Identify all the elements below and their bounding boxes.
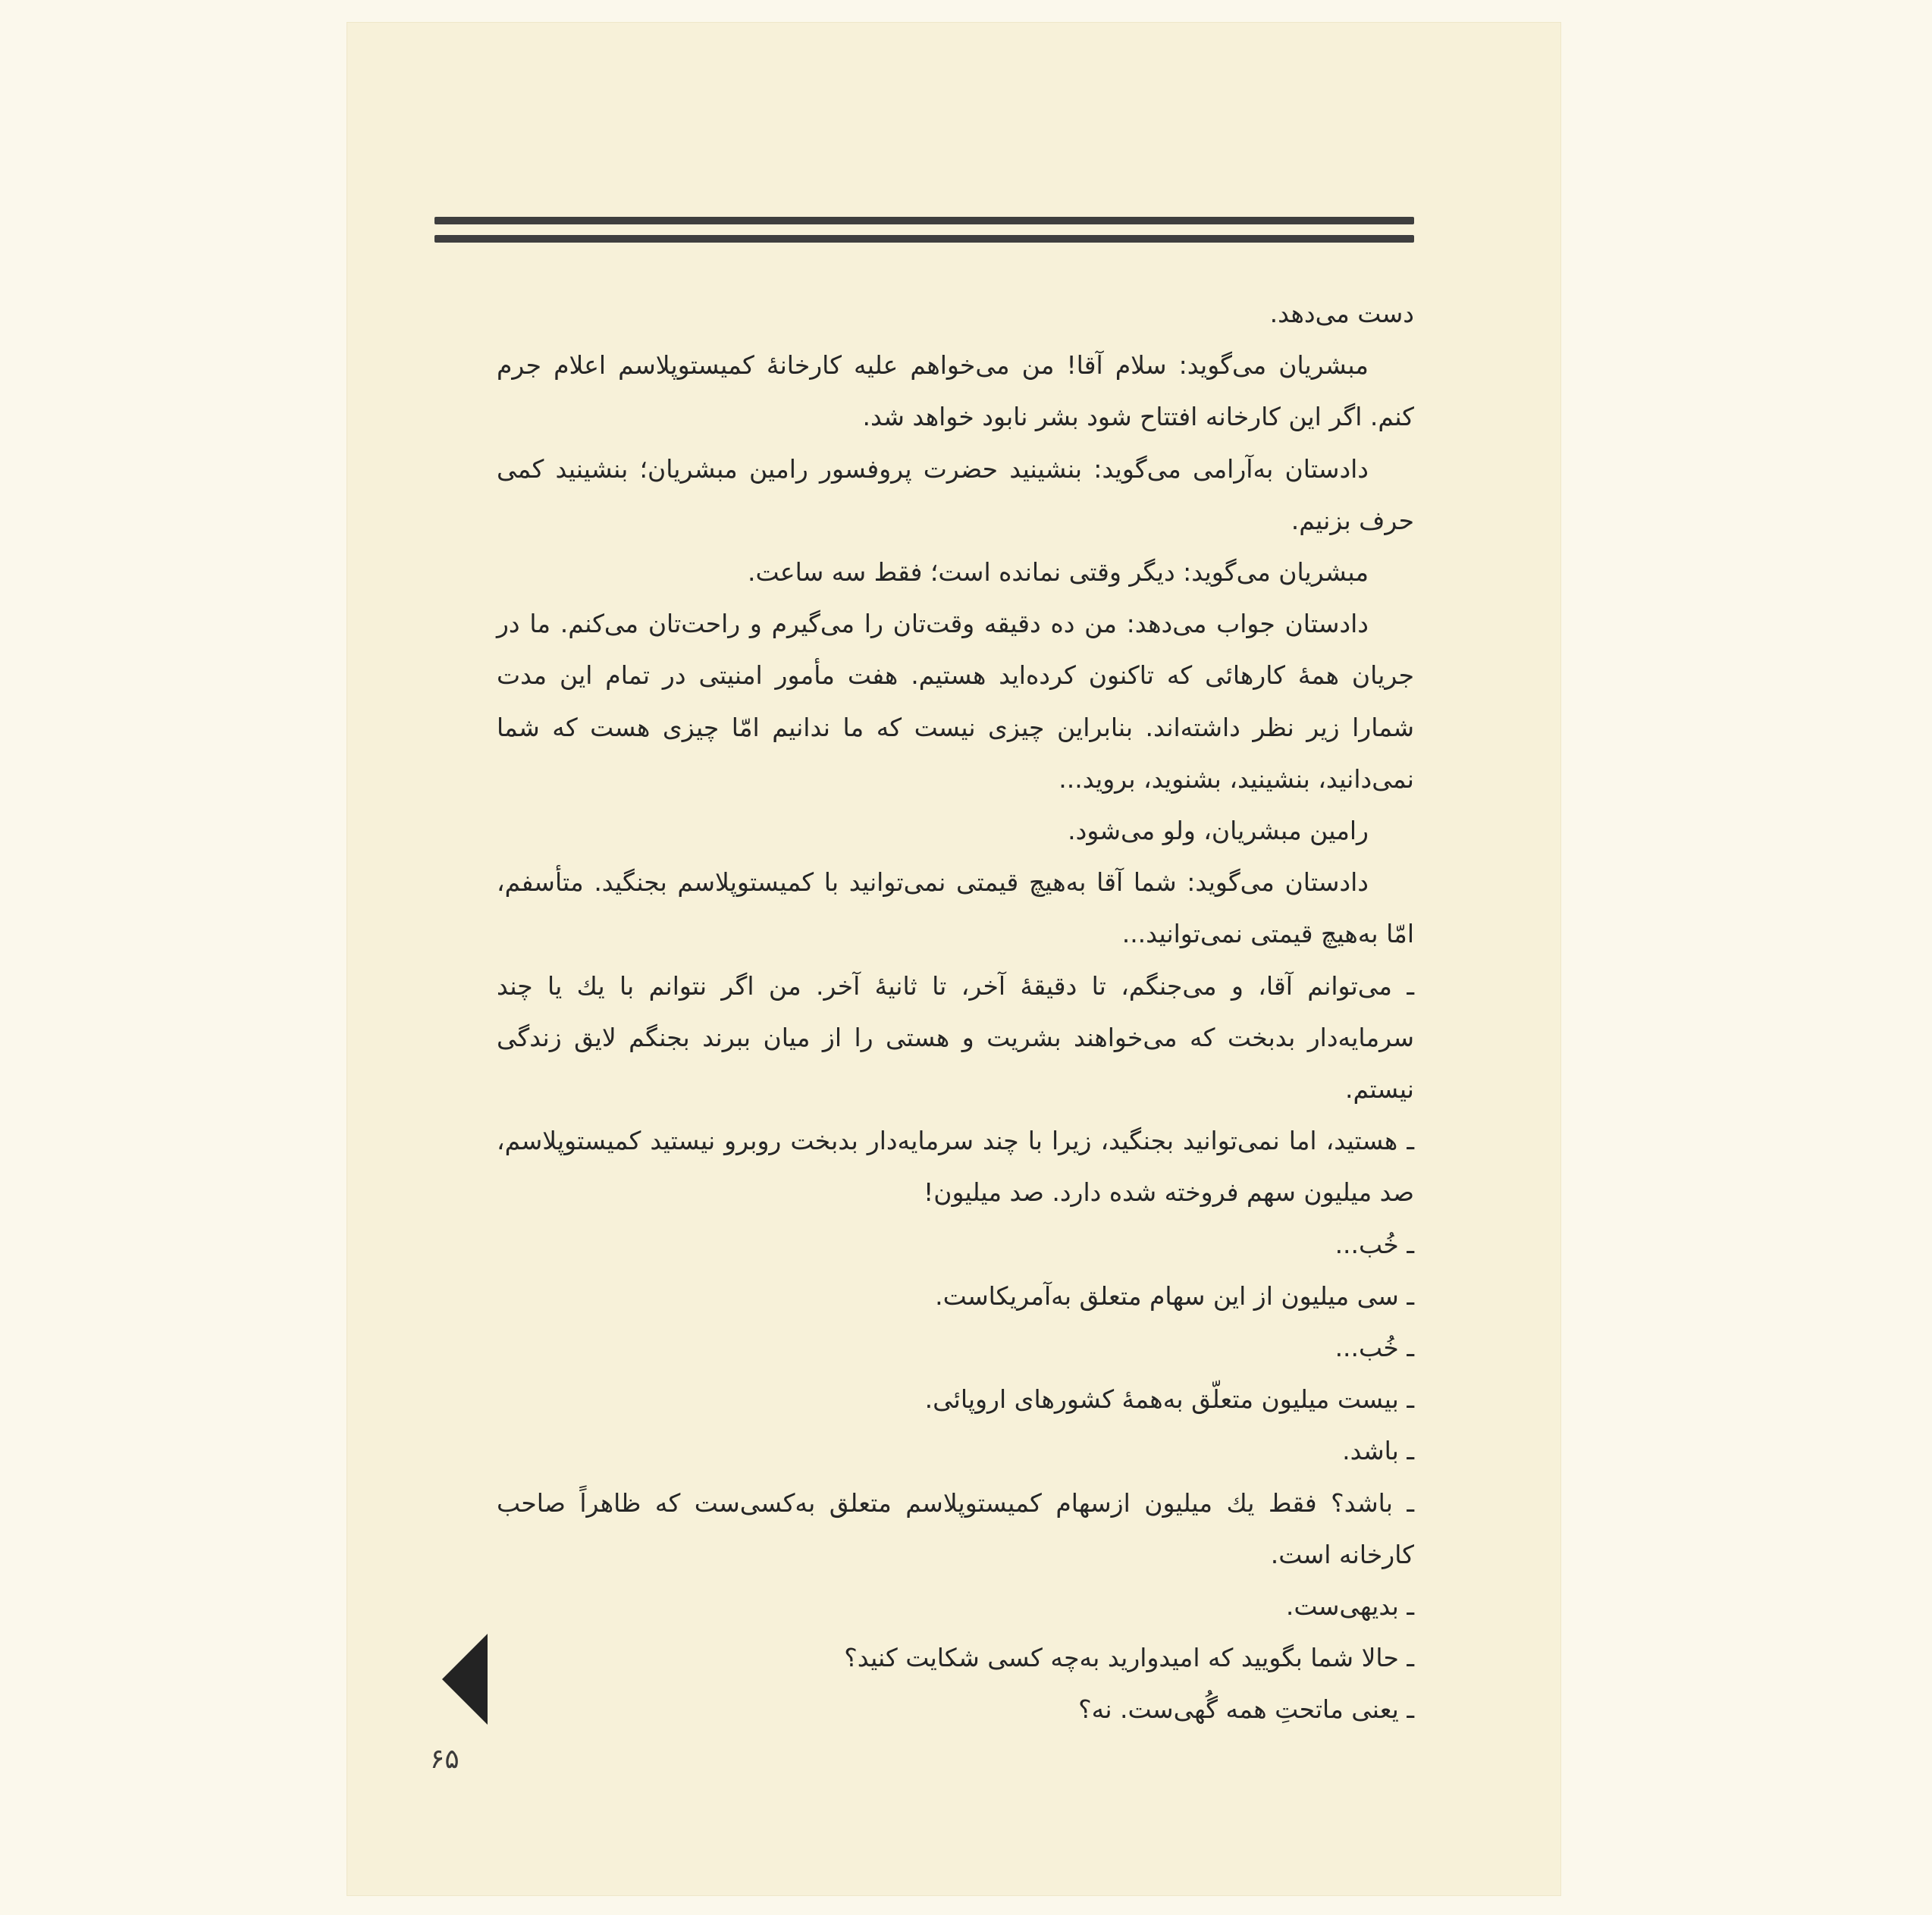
body-text — [497, 288, 1414, 1736]
dialogue-line: ـ می‌توانم آقا، و می‌جنگم، تا دقیقهٔ آخر، تا ثانیهٔ آخر. من اگر نتوانم با یك یا چند سرمایه‌دار بدبخت که می‌خواهند بشریت و هستی را از میان ببرند بجنگم لایق زندگی نیستم. — [497, 970, 1414, 1105]
paragraph: مبشریان می‌گوید: دیگر وقتی نمانده است؛ فقط سه ساعت. — [748, 557, 1369, 588]
dialogue-line: ـ خُب... — [1335, 1229, 1414, 1259]
paragraph: مبشریان می‌گوید: سلام آقا! من می‌خواهم علیه کارخانهٔ کمیستوپلاسم اعلام جرم کنم. اگر این کارخانه افتتاح شود بشر نابود خواهد شد. — [497, 350, 1414, 432]
dialogue-line: ـ باشد؟ فقط یك میلیون ازسهام کمیستوپلاسم متعلق به‌کسی‌ست که ظاهراً صاحب کارخانه است. — [497, 1487, 1414, 1569]
header-rule-top — [434, 217, 1414, 224]
dialogue-line: ـ سی میلیون از این سهام متعلق به‌آمریکاست. — [935, 1280, 1414, 1311]
page-number: ۶۵ — [430, 1744, 459, 1775]
dialogue-line: ـ بیست میلیون متعلّق به‌همهٔ کشورهای اروپائی. — [924, 1384, 1414, 1415]
page-marker-triangle-icon — [442, 1634, 488, 1725]
paragraph: دادستان می‌گوید: شما آقا به‌هیچ قیمتی نمی‌توانید با کمیستوپلاسم بجنگید. متأسفم، امّا به‌هیچ قیمتی نمی‌توانید... — [497, 867, 1414, 949]
paragraph: رامین مبشریان، ولو می‌شود. — [1068, 816, 1369, 846]
dialogue-line: ـ بدیهی‌ست. — [1285, 1591, 1414, 1622]
dialogue-line: ـ یعنی ماتحتِ همه گُهی‌ست. نه؟ — [1078, 1694, 1414, 1725]
dialogue-line: ـ باشد. — [1342, 1436, 1414, 1466]
paragraph: دادستان به‌آرامی می‌گوید: بنشینید حضرت پروفسور رامین مبشریان؛ بنشینید کمی حرف بزنیم. — [497, 453, 1414, 535]
paragraph: دست می‌دهد. — [1269, 299, 1414, 328]
dialogue-line: ـ هستید، اما نمی‌توانید بجنگید، زیرا با چند سرمایه‌دار بدبخت روبرو نیستید کمیستوپلاسم، صد میلیون سهم فروخته شده دارد. صد میلیون! — [497, 1126, 1414, 1208]
header-rule-bottom — [434, 235, 1414, 243]
paragraph: دادستان جواب می‌دهد: من ده دقیقه وقت‌تان را می‌گیرم و راحت‌تان می‌کنم. ما در جریان همهٔ کارهائی که تاکنون کرده‌اید هستیم. هفت مأمور امنیتی در تمام این مدت شمارا زیر نظر داشته‌اند. بنابراین چیزی نیست که ما ندانیم امّا چیزی هست که شما نمی‌دانید، بنشینید، بشنوید، بروید... — [497, 609, 1414, 794]
dialogue-line: ـ حالا شما بگویید که امیدوارید به‌چه کسی شکایت کنید؟ — [844, 1643, 1414, 1673]
dialogue-line: ـ خُب... — [1335, 1333, 1414, 1363]
